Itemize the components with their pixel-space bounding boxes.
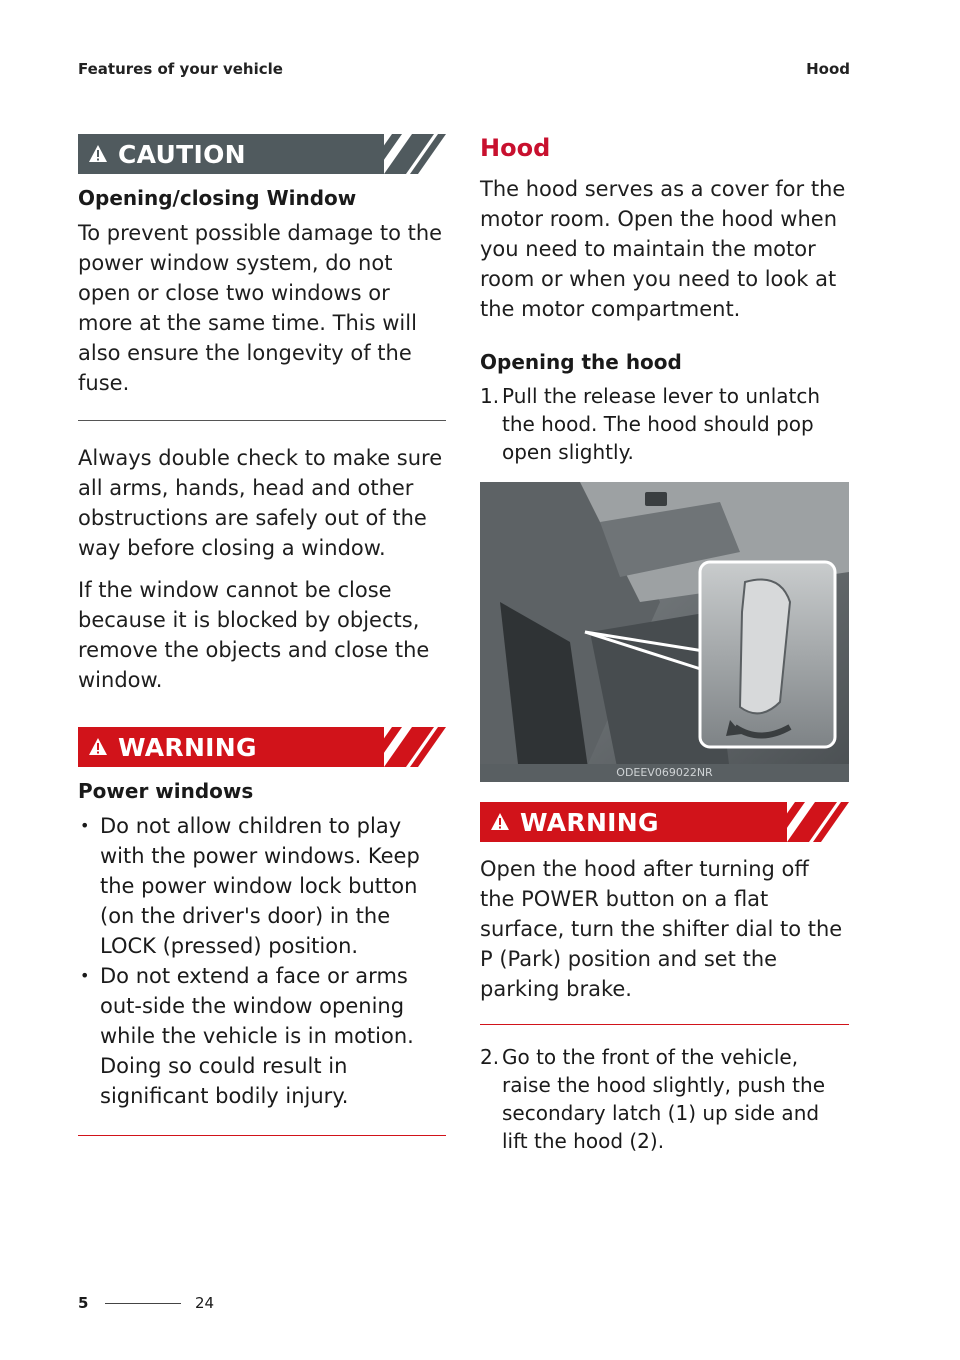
opening-hood-title: Opening the hood <box>480 350 682 374</box>
banner-stripes-decoration <box>787 802 849 842</box>
warning-banner-windows <box>78 727 446 767</box>
warning-bullet-children: • Do not allow children to play with the power windows. Keep the power window lock button (on the driver's door) in the LOCK (pressed) position. <box>78 811 446 961</box>
warning-divider <box>78 1135 446 1136</box>
warning-label: WARNING <box>118 732 257 762</box>
warning-title-power-windows: Power windows <box>78 779 254 803</box>
page-footer <box>78 1294 215 1312</box>
right-column <box>480 134 849 1155</box>
running-header-topic: Hood <box>806 60 850 78</box>
hood-release-lever-figure <box>480 482 849 782</box>
step-1-text: Pull the release lever to unlatch the hood. The hood should pop open slightly. <box>502 384 821 464</box>
figure-code: ODEEV069022NR <box>480 764 849 782</box>
hood-section-title: Hood <box>480 134 551 162</box>
warning-label: WARNING <box>520 807 659 837</box>
steps-list-1 <box>480 382 849 466</box>
caution-divider <box>78 420 446 421</box>
paragraph-blocked-window: If the window cannot be close because it is blocked by objects, remove the objects and close the window. <box>78 578 430 692</box>
warning-banner-hood <box>480 802 849 842</box>
left-column <box>78 134 446 1158</box>
page-number: 24 <box>195 1294 215 1312</box>
banner-stripes-decoration <box>384 134 446 174</box>
hood-warning-divider <box>480 1024 849 1025</box>
step-2 <box>480 1043 849 1155</box>
banner-stripes-decoration <box>384 727 446 767</box>
warning-triangle-icon <box>88 737 108 757</box>
caution-title: Opening/closing Window <box>78 186 357 210</box>
caution-text: To prevent possible damage to the power window system, do not open or close two windows or more at the same time. This will also ensure the longevity of the fuse. <box>78 221 443 395</box>
caution-banner <box>78 134 446 174</box>
hood-intro: The hood serves as a cover for the motor room. Open the hood when you need to maintain the motor room or when you need to look at the motor compartment. <box>480 177 846 321</box>
hood-warning-text: Open the hood after turning off the POWER button on a flat surface, turn the shifter dial to the P (Park) position and set the parking brake. <box>480 857 843 1001</box>
steps-list-2 <box>480 1043 849 1155</box>
warning-bullet-face-arms: • Do not extend a face or arms out-side the window opening while the vehicle is in motion. Doing so could result in significant bodily injury. <box>78 961 446 1111</box>
caution-label: CAUTION <box>118 139 246 169</box>
step-1-number: 1. <box>480 384 500 408</box>
hood-release-illustration <box>480 482 849 782</box>
step-1 <box>480 382 849 466</box>
running-header-section: Features of your vehicle <box>78 60 283 78</box>
paragraph-double-check: Always double check to make sure all arms, hands, head and other obstructions are safely out of the way before closing a window. <box>78 446 443 560</box>
step-2-number: 2. <box>480 1045 500 1069</box>
warning-bullet-list <box>78 811 446 1111</box>
warning-triangle-icon <box>490 812 510 832</box>
step-2-text: Go to the front of the vehicle, raise the hood slightly, push the secondary latch (1) up side and lift the hood (2). <box>502 1045 825 1153</box>
warning-triangle-icon <box>88 144 108 164</box>
chapter-number: 5 <box>78 1294 89 1312</box>
footer-divider <box>105 1303 181 1304</box>
